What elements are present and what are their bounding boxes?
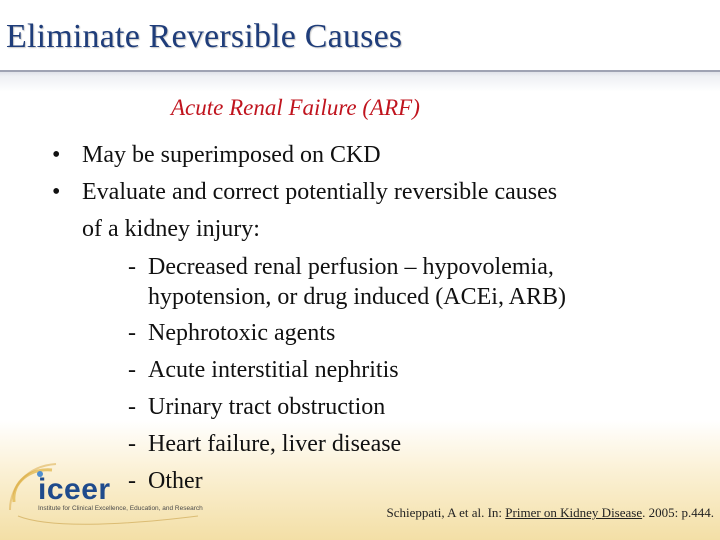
sub-item-marker: - <box>128 357 136 383</box>
sub-item: Nephrotoxic agents <box>148 320 336 346</box>
citation-authors: Schieppati, A et al. In: <box>386 505 506 520</box>
sub-item-marker: - <box>128 320 136 346</box>
sub-item-marker: - <box>128 394 136 420</box>
bullet-marker: • <box>52 142 61 168</box>
bullet-marker: • <box>52 179 61 205</box>
sub-item-marker: - <box>128 254 136 280</box>
sub-item: Urinary tract obstruction <box>148 394 386 420</box>
sub-item: Acute interstitial nephritis <box>148 357 399 383</box>
slide-subtitle: Acute Renal Failure (ARF) <box>171 95 420 120</box>
logo-wordmark: iceer <box>38 473 111 506</box>
logo-tagline: Institute for Clinical Excellence, Education, and Research <box>38 505 203 512</box>
slide-title: Eliminate Reversible Causes <box>6 18 403 55</box>
title-divider <box>0 70 720 92</box>
citation-source: Primer on Kidney Disease <box>505 505 643 520</box>
sub-item-marker: - <box>128 468 136 494</box>
bullet-item: Evaluate and correct potentially reversible causes <box>82 179 558 205</box>
sub-item: Other <box>148 468 203 494</box>
sub-item-continued: hypotension, or drug induced (ACEi, ARB) <box>148 284 566 310</box>
sub-item: Heart failure, liver disease <box>148 431 402 457</box>
sub-item: Decreased renal perfusion – hypovolemia, <box>148 254 554 280</box>
bullet-item: May be superimposed on CKD <box>82 142 381 168</box>
sub-item-marker: - <box>128 431 136 457</box>
citation-rest: . 2005: p.444. <box>642 505 714 520</box>
citation <box>386 505 714 521</box>
bullet-item-continued: of a kidney injury: <box>82 216 260 242</box>
